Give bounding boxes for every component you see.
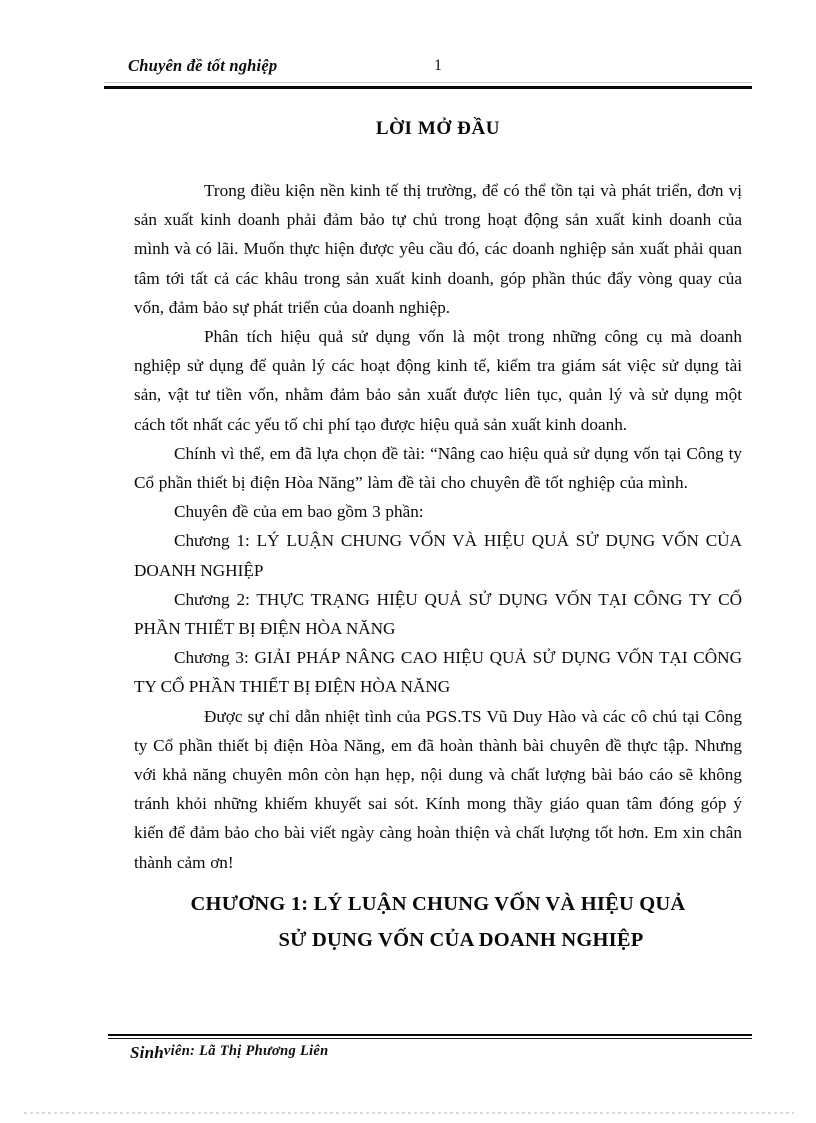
chapter-list-item-3: Chương 3: GIẢI PHÁP NÂNG CAO HIỆU QUẢ SỬ DỤNG VỐN TẠI CÔNG TY CỔ PHẦN THIẾT BỊ ĐIỆN HÒA NĂNG (134, 648, 742, 697)
chapter-1-heading-line1: CHƯƠNG 1: LÝ LUẬN CHUNG VỐN VÀ HIỆU QUẢ (190, 892, 686, 915)
chapter-1-heading (134, 887, 742, 957)
page-header (104, 56, 752, 92)
header-page-number: 1 (434, 57, 442, 74)
paragraph-intro-1: Trong điều kiện nền kinh tế thị trường, để có thể tồn tại và phát triển, đơn vị sản xuất kinh doanh phải đảm bảo tự chủ trong hoạt động sản xuất kinh doanh của mình và có lãi. Muốn thực hiện được yêu cầu đó, các doanh nghiệp sản xuất phải quan tâm tới tất cả các khâu trong sản xuất kinh doanh, góp phần thúc đẩy vòng quay của vốn, đảm bảo sự phát triển của doanh nghiệp. (134, 181, 742, 317)
footer-student-name (130, 1043, 329, 1063)
chapter-list-item-2: Chương 2: THỰC TRẠNG HIỆU QUẢ SỬ DỤNG VỐN TẠI CÔNG TY CỔ PHẦN THIẾT BỊ ĐIỆN HÒA NĂNG (134, 589, 742, 639)
header-rule-faint (104, 82, 752, 83)
paragraph-topic-selection: Chính vì thế, em đã lựa chọn đề tài: “Nâng cao hiệu quả sử dụng vốn tại Công ty Cổ phần thiết bị điện Hòa Năng” làm đề tài cho chuyên đề tốt nghiệp của mình. (134, 443, 742, 493)
chapter-list-item-1: Chương 1: LÝ LUẬN CHUNG VỐN VÀ HIỆU QUẢ SỬ DỤNG VỐN CỦA DOANH NGHIỆP (134, 531, 742, 580)
page-title: LỜI MỞ ĐẦU (375, 118, 501, 139)
footer-rule-thin (108, 1038, 752, 1039)
page-footer (108, 1034, 752, 1074)
footer-student-label: Sinh (130, 1043, 164, 1062)
paragraph-intro-2: Phân tích hiệu quả sử dụng vốn là một trong những công cụ mà doanh nghiệp sử dụng để quản lý các hoạt động kinh tế, kiểm tra giám sát việc sử dụng tài sản, vật tư tiền vốn, nhằm đảm bảo sản xuất được liên tục, quản lý và sử dụng một cách tốt nhất các yếu tố chi phí tạo được hiệu quả sản xuất kinh doanh. (134, 327, 742, 434)
document-body (134, 118, 742, 957)
scan-edge-artifact (24, 1112, 794, 1114)
header-title: Chuyên đề tốt nghiệp (128, 56, 278, 75)
header-rule (104, 86, 752, 89)
paragraph-structure-intro: Chuyên đề của em bao gồm 3 phần: (174, 502, 424, 522)
chapter-1-heading-line2: SỬ DỤNG VỐN CỦA DOANH NGHIỆP (278, 928, 644, 951)
footer-rule-thick (108, 1034, 752, 1036)
footer-student-value: viên: Lã Thị Phương Liên (163, 1043, 329, 1059)
paragraph-acknowledgement: Được sự chỉ dẫn nhiệt tình của PGS.TS Vũ Duy Hào và các cô chú tại Công ty Cổ phần thiết bị điện Hòa Năng, em đã hoàn thành bài chuyên đề thực tập. Nhưng với khả năng chuyên môn còn hạn hẹp, nội dung và chất lượng bài báo cáo sẽ không tránh khỏi những khiếm khuyết sai sót. Kính mong thầy giáo quan tâm đóng góp ý kiến để đảm bảo cho bài viết ngày càng hoàn thiện và chất lượng tốt hơn. Em xin chân thành cảm ơn! (134, 706, 742, 872)
